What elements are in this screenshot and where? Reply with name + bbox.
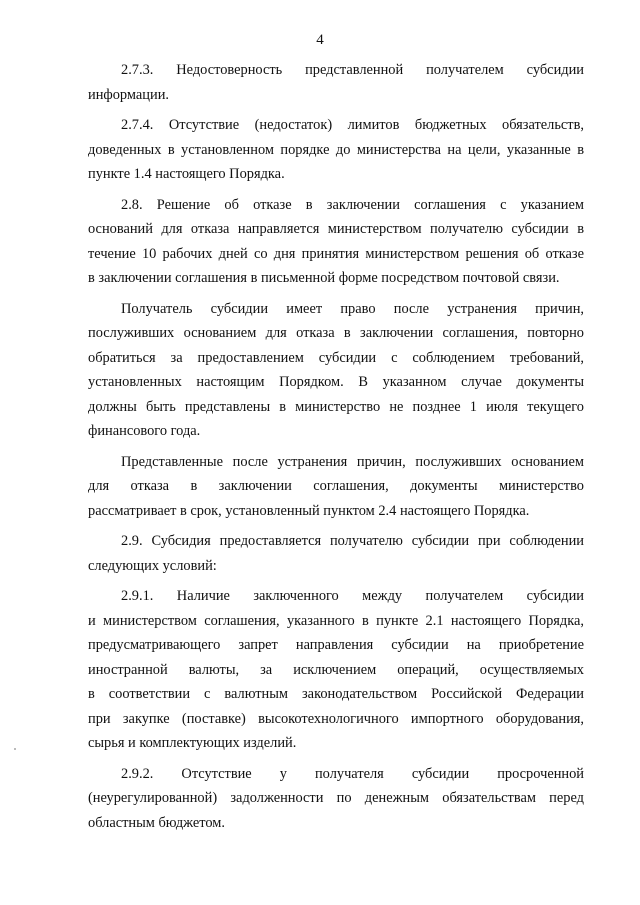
text-line: течение 10 рабочих дней со дня принятия министерством решения об отказе: [88, 245, 584, 262]
paragraph-2-8: [88, 193, 584, 291]
text-line: (неурегулированной) задолженности по денежным обязательствам перед: [88, 790, 584, 806]
paragraph-2-7-3: [88, 58, 584, 107]
text-line: иностранной валюты, за исключением операций, осуществляемых: [88, 661, 584, 678]
text-line: Представленные после устранения причин, послуживших основанием: [121, 453, 584, 470]
text-line: 2.9.1. Наличие заключенного между получателем субсидии: [121, 588, 584, 604]
text-line: в заключении соглашения в письменной форме посредством почтовой связи.: [88, 270, 560, 286]
paragraph-2-9-2: [88, 762, 584, 836]
text-line: сырья и комплектующих изделий.: [88, 735, 297, 751]
text-line: 2.7.4. Отсутствие (недостаток) лимитов бюджетных обязательств,: [121, 117, 584, 133]
text-line: Получатель субсидии имеет право после устранения причин,: [121, 300, 584, 317]
scan-artifact: [14, 748, 16, 750]
text-line: в соответствии с валютным законодательством Российской Федерации: [88, 686, 584, 702]
text-line: областным бюджетом.: [88, 814, 226, 831]
text-line: установленных настоящим Порядком. В указанном случае документы: [88, 374, 584, 390]
text-line: послуживших основанием для отказа в заключении соглашения, повторно: [88, 325, 584, 341]
document-body: [88, 58, 584, 841]
text-line: доведенных в установленном порядке до министерства на цели, указанные в: [88, 141, 584, 158]
paragraph-2-9-1: [88, 584, 584, 756]
text-line: финансового года.: [88, 423, 201, 439]
page-number: 4: [316, 32, 324, 48]
text-line: для отказа в заключении соглашения, документы министерство: [88, 478, 584, 494]
paragraph-2-7-4: [88, 113, 584, 187]
text-line: рассматривает в срок, установленный пунктом 2.4 настоящего Порядка.: [88, 502, 530, 519]
text-line: 2.9. Субсидия предоставляется получателю субсидии при соблюдении: [121, 533, 584, 549]
text-line: 2.8. Решение об отказе в заключении соглашения с указанием: [121, 196, 584, 213]
text-line: должны быть представлены в министерство не позднее 1 июля текущего: [88, 398, 584, 415]
text-line: обратиться за предоставлением субсидии с соблюдением требований,: [88, 349, 584, 366]
text-line: пункте 1.4 настоящего Порядка.: [88, 166, 285, 182]
text-line: информации.: [88, 86, 169, 103]
paragraph-recipient-right: [88, 297, 584, 444]
text-line: и министерством соглашения, указанного в пункте 2.1 настоящего Порядка,: [88, 612, 584, 629]
text-line: 2.9.2. Отсутствие у получателя субсидии просроченной: [121, 765, 584, 782]
paragraph-documents-review: [88, 450, 584, 524]
text-line: оснований для отказа направляется министерством получателю субсидии в: [88, 221, 584, 237]
text-line: следующих условий:: [88, 557, 217, 574]
text-line: предусматривающего запрет направления субсидии на приобретение: [88, 637, 584, 653]
paragraph-2-9: [88, 529, 584, 578]
text-line: 2.7.3. Недостоверность представленной получателем субсидии: [121, 62, 584, 78]
text-line: при закупке (поставке) высокотехнологичного импортного оборудования,: [88, 710, 584, 727]
